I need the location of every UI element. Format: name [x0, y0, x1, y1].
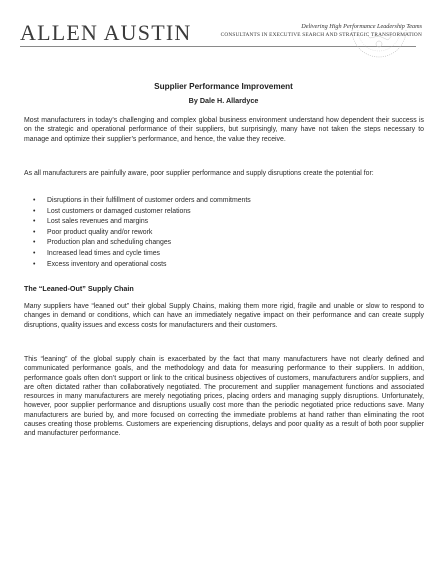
bullet-icon: •	[33, 228, 36, 236]
bullet-icon: •	[33, 218, 36, 226]
bullet-item	[33, 217, 251, 228]
risk-bullet-list	[33, 196, 251, 270]
section-heading: The “Leaned-Out” Supply Chain	[24, 284, 134, 293]
bullet-text: Poor product quality and/or rework	[47, 228, 153, 236]
paragraph-risks: As all manufacturers are painfully aware, poor supplier performance and supply disruptions create the potential for:	[24, 170, 374, 177]
bullet-text: Excess inventory and operational costs	[47, 260, 167, 268]
bullet-item	[33, 196, 251, 207]
bullet-item	[33, 238, 251, 249]
bullet-item	[33, 207, 251, 218]
document-title: Supplier Performance Improvement	[154, 82, 293, 91]
tagline-line-2: CONSULTANTS IN EXECUTIVE SEARCH AND STRATEGIC TRANSFORMATION	[220, 32, 422, 38]
company-logo: ALLEN AUSTIN	[20, 20, 192, 45]
bullet-icon: •	[33, 207, 36, 215]
bullet-text: Lost customers or damaged customer relations	[47, 207, 191, 215]
bullet-icon: •	[33, 260, 36, 268]
seal-watermark-icon	[348, 28, 410, 72]
tagline-line-1: Delivering High Performance Leadership Teams	[301, 23, 422, 30]
bullet-item	[33, 228, 251, 239]
bullet-icon: •	[33, 239, 36, 247]
paragraph-intro: Most manufacturers in today’s challenging and complex global business environment understand how dependent their success is on the strategic and operational performance of their suppliers, but surprisingly, many have not taken the steps necessary to manage and optimize their supplier’s performance, and hence, the value they receive.	[24, 117, 424, 143]
bullet-icon: •	[33, 249, 36, 257]
bullet-text: Increased lead times and cycle times	[47, 249, 160, 257]
bullet-text: Lost sales revenues and margins	[47, 218, 149, 226]
bullet-icon: •	[33, 197, 36, 204]
bullet-item	[33, 260, 251, 271]
document-author: By Dale H. Allardyce	[188, 96, 259, 105]
bullet-item	[33, 249, 251, 260]
bullet-text: Disruptions in their fulfillment of customer orders and commitments	[47, 197, 251, 204]
paragraph-leaned-out: Many suppliers have “leaned out” their global Supply Chains, making them more rigid, fragile and unable or slow to respond to changes in demand or conditions, which can have an immediately negative impact on their performance and can create supply disruptions, quality issues and excess costs for manufacturers and their customers.	[24, 303, 424, 329]
paragraph-leaning: This “leaning” of the global supply chain is exacerbated by the fact that many manufacturers have not clearly defined and communicated performance goals, and the methodology and data for measuring performance to their suppliers. In addition, performance goals often don’t support or link to the critical business objectives of customers, manufacturers and/or suppliers, and are often dictated rather than collaboratively negotiated. The procurement and supplier management functions and associated resources in many manufacturers are merely negotiating prices, placing orders and managing supply disruptions. Unfortunately, however, poor supplier performance and disruptions usually cost more than the periodic negotiated price reductions save. Many manufacturers are buried by, and more focused on correcting the immediate problems at hand rather than eliminating the root causes creating those problems. Customers are experiencing disruptions, delays and poor quality as a result of both poor supplier and manufacturer performance.	[24, 356, 424, 438]
bullet-text: Production plan and scheduling changes	[47, 239, 172, 247]
